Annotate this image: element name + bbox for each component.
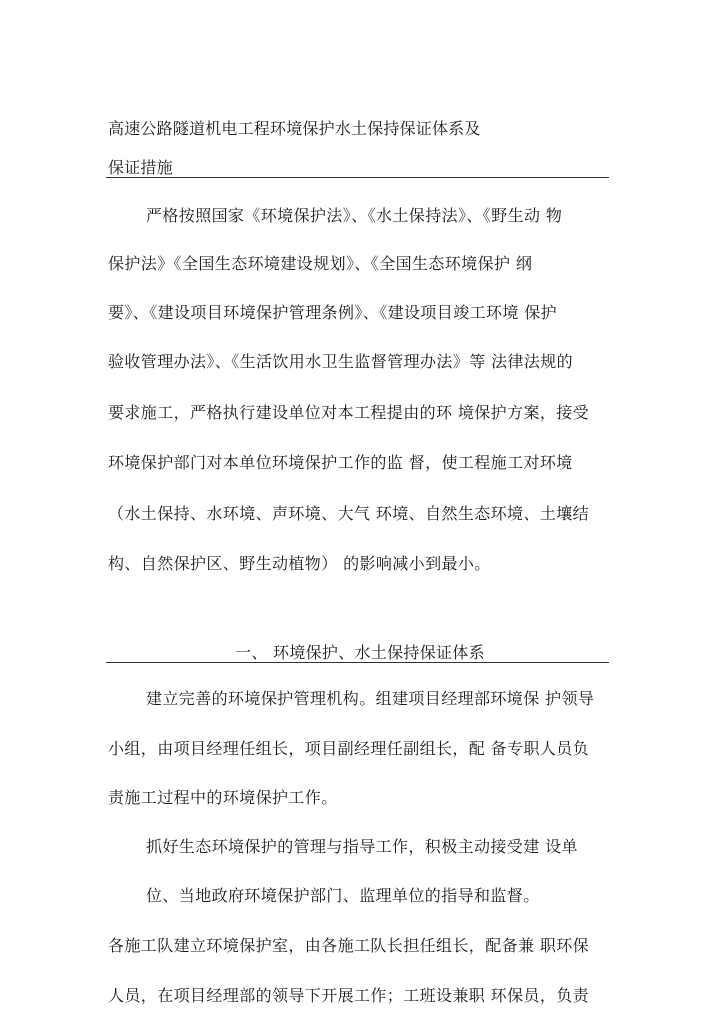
intro-line: 要求施工，严格执行建设单位对本工程提由的环 境保护方案，接受 bbox=[108, 403, 590, 422]
para1-line: 小组，由项目经理任组长，项目副经理任副组长，配 备专职人员负 bbox=[108, 739, 590, 758]
section-1-heading: 一、 环境保护、水土保持保证体系 bbox=[235, 643, 485, 662]
doc-title-line-2: 保证措施 bbox=[108, 158, 173, 177]
intro-line: 环境保护部门对本单位环境保护工作的监 督，使工程施工对环境 bbox=[108, 453, 573, 472]
intro-line: （水土保持、水环境、声环境、大气 环境、自然生态环境、土壤结 bbox=[108, 504, 590, 523]
section-divider bbox=[106, 662, 609, 663]
para3-line: 人员，在项目经理部的领导下开展工作；工班设兼职 环保员，负责 bbox=[108, 986, 590, 1005]
intro-line: 验收管理办法》、《生活饮用水卫生监督管理办法》等 法律法规的 bbox=[108, 352, 574, 371]
intro-line: 要》、《建设项目环境保护管理条例》、《建设项目竣工环境 保护 bbox=[108, 303, 558, 322]
para3-line: 各施工队建立环境保护室，由各施工队长担任组长，配备兼 职环保 bbox=[108, 936, 590, 955]
title-divider bbox=[106, 177, 609, 178]
para1-line: 责施工过程中的环境保护工作。 bbox=[108, 788, 338, 807]
para2-line: 位、当地政府环境保护部门、监理单位的指导和监督。 bbox=[146, 886, 540, 905]
intro-line: 严格按照国家《环境保护法》、《水土保持法》、《野生动 物 bbox=[146, 206, 563, 225]
intro-line: 保护法》《全国生态环境建设规划》、《全国生态环境保护 纲 bbox=[108, 254, 533, 273]
para2-line: 抓好生态环境保护的管理与指导工作，积极主动接受建 设单 bbox=[146, 837, 578, 856]
doc-title-line-1: 高速公路隧道机电工程环境保护水土保持保证体系及 bbox=[108, 119, 481, 138]
intro-line: 构、自然保护区、野生动植物） 的影响减小到最小。 bbox=[108, 554, 491, 573]
para1-line: 建立完善的环境保护管理机构。组建项目经理部环境保 护领导 bbox=[146, 689, 595, 708]
